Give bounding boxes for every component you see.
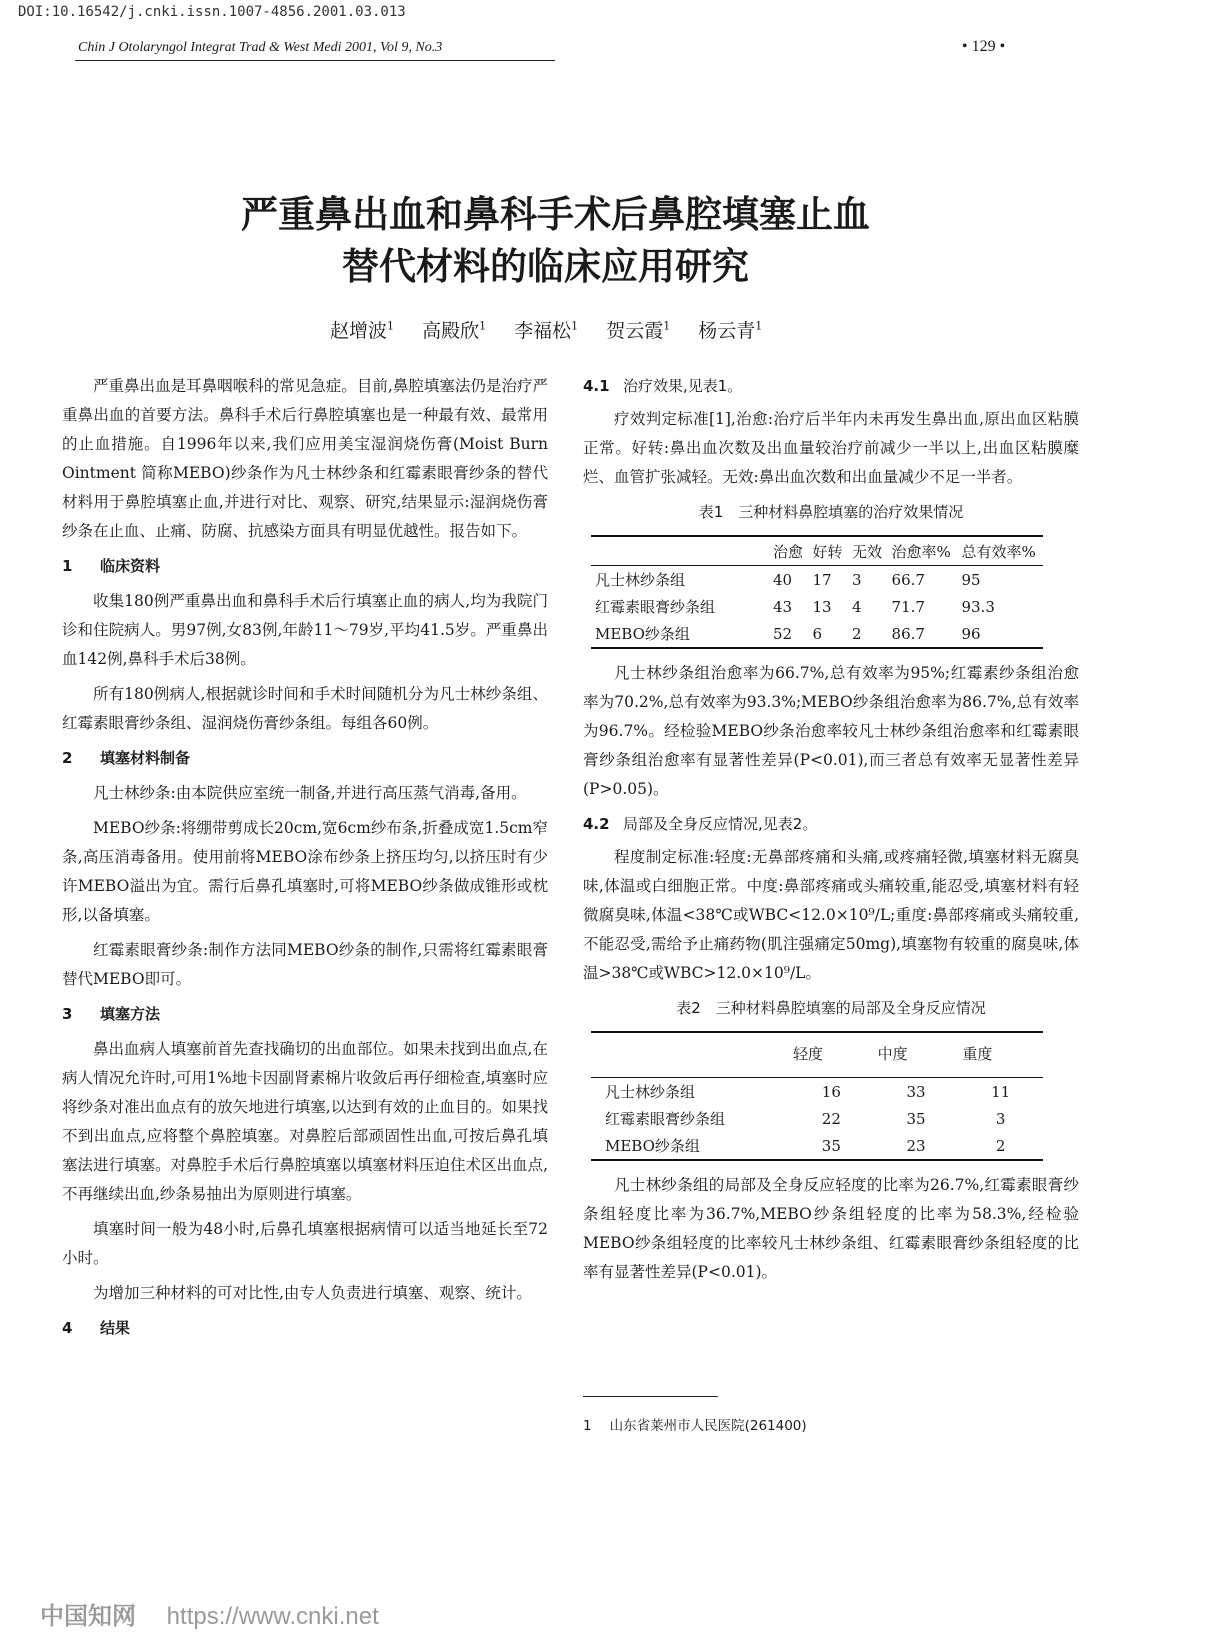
column-header: 治愈率% xyxy=(891,543,951,561)
body-paragraph: 鼻出血病人填塞前首先查找确切的出血部位。如果未找到出血点,在病人情况允许时,可用1%地卡因副肾素棉片收敛后再仔细检查,填塞时应将纱条对准出血点有的放矢地进行填塞,以达到有效的止血目的。如果找不到出血点,应将整个鼻腔填塞。对鼻腔后部顽固性出血,可按后鼻孔填塞法进行填塞。对鼻腔手术后行鼻腔填塞以填塞材料压迫住术区出血点,不再继续出血,纱条易抽出为原则进行填塞。 xyxy=(62,1040,548,1203)
title-line-2: 替代材料的临床应用研究 xyxy=(342,244,749,288)
subsection-heading: 4.2 局部及全身反应情况,见表2。 xyxy=(583,815,818,833)
author: 杨云青$^1$ xyxy=(698,319,763,342)
body-paragraph: 红霉素眼膏纱条:制作方法同MEBO纱条的制作,只需将红霉素眼膏替代MEBO即可。 xyxy=(62,941,548,988)
column-header xyxy=(591,536,769,566)
table-cell: 11 xyxy=(991,1083,1011,1101)
table-cell: 66.7 xyxy=(891,571,925,589)
table-cell: 43 xyxy=(773,598,793,616)
header-rule xyxy=(75,60,555,61)
author: 李福松$^1$ xyxy=(514,319,579,342)
table-cell: 3 xyxy=(852,571,862,589)
table-cell: 凡士林纱条组 xyxy=(605,1083,696,1101)
table-cell: MEBO纱条组 xyxy=(605,1137,700,1155)
body-paragraph: 为增加三种材料的可对比性,由专人负责进行填塞、观察、统计。 xyxy=(93,1284,532,1302)
table-cell: 96 xyxy=(961,625,981,643)
table-row xyxy=(591,1132,1043,1160)
table-cell: 2 xyxy=(852,625,862,643)
body-paragraph: 收集180例严重鼻出血和鼻科手术后行填塞止血的病人,均为我院门诊和住院病人。男97例,女83例,年龄11～79岁,平均41.5岁。严重鼻出血142例,鼻科手术后38例。 xyxy=(62,592,548,668)
table-cell: 2 xyxy=(995,1137,1006,1155)
article-title xyxy=(0,188,1221,292)
column-header: 重度 xyxy=(962,1045,993,1063)
footnote-rule xyxy=(583,1396,718,1397)
body-paragraph: 程度制定标准:轻度:无鼻部疼痛和头痛,或疼痛轻微,填塞材料无腐臭味,体温或白细胞正常。中度:鼻部疼痛或头痛较重,能忍受,填塞材料有轻微腐臭味,体温<38℃或WBC<12.0×10⁹/L;重度:鼻部疼痛或头痛较重,不能忍受,需给予止痛药物(肌注强痛定50mg),填塞物有较重的腐臭味,体温>38℃或WBC>12.0×10⁹/L。 xyxy=(583,848,1079,982)
column-header: 治愈 xyxy=(773,543,804,561)
intro-paragraph: 严重鼻出血是耳鼻咽喉科的常见急症。目前,鼻腔填塞法仍是治疗严重鼻出血的首要方法。鼻科手术后行鼻腔填塞也是一种最有效、最常用的止血措施。自1996年以来,我们应用美宝湿润烧伤膏(Moist Burn Ointment 简称MEBO)纱条作为凡士林纱条和红霉素眼膏纱条的替代材料用于鼻腔填塞止血,并进行对比、观察、研究,结果显示:湿润烧伤膏纱条在止血、止痛、防腐、抗感染方面具有明显优越性。报告如下。 xyxy=(62,377,548,540)
table-cell: 16 xyxy=(821,1083,841,1101)
footnote: 1 山东省莱州市人民医院(261400) xyxy=(583,1418,807,1434)
table-2 xyxy=(591,1031,1043,1161)
table-cell: 71.7 xyxy=(891,598,925,616)
table-row xyxy=(591,1078,1043,1106)
table-cell: 23 xyxy=(906,1137,926,1155)
running-head: Chin J Otolaryngol Integrat Trad & West Medi 2001, Vol 9, No.3 xyxy=(78,40,443,55)
table-header-row xyxy=(591,1032,1043,1078)
body-paragraph: 填塞时间一般为48小时,后鼻孔填塞根据病情可以适当地延长至72小时。 xyxy=(62,1220,548,1267)
cnki-logo: 中国知网 xyxy=(40,1603,136,1630)
table-cell: 35 xyxy=(906,1110,926,1128)
column-header: 好转 xyxy=(812,543,843,561)
body-paragraph: 疗效判定标准[1],治愈:治疗后半年内未再发生鼻出血,原出血区粘膜正常。好转:鼻出血次数及出血量较治疗前减少一半以上,出血区粘膜糜烂、血管扩张减轻。无效:鼻出血次数和出血量减少不足一半者。 xyxy=(583,410,1079,486)
column-header: 中度 xyxy=(877,1045,908,1063)
doi-line: DOI:10.16542/j.cnki.issn.1007-4856.2001.03.013 xyxy=(18,4,406,20)
table-cell: 86.7 xyxy=(891,625,925,643)
table-row xyxy=(591,566,1043,594)
table-row xyxy=(591,593,1043,620)
author: 高殿欣$^1$ xyxy=(422,319,487,342)
page-number: • 129 • xyxy=(962,38,1006,55)
column-header xyxy=(591,1032,789,1078)
body-paragraph: 所有180例病人,根据就诊时间和手术时间随机分为凡士林纱条组、红霉素眼膏纱条组、湿润烧伤膏纱条组。每组各60例。 xyxy=(62,685,548,732)
column-header: 轻度 xyxy=(793,1045,824,1063)
table-cell: 52 xyxy=(773,625,793,643)
right-column xyxy=(583,372,1079,1293)
section-heading: 1 临床资料 xyxy=(62,557,161,575)
table-cell: 13 xyxy=(812,598,832,616)
author: 赵增波$^1$ xyxy=(330,319,395,342)
table-row xyxy=(591,620,1043,648)
cnki-watermark xyxy=(40,1596,379,1631)
column-header: 无效 xyxy=(852,543,883,561)
body-paragraph: 凡士林纱条组的局部及全身反应轻度的比率为26.7%,红霉素眼膏纱条组轻度比率为36.7%,MEBO纱条组轻度的比率为58.3%,经检验MEBO纱条组轻度的比率较凡士林纱条组、红霉素眼膏纱条组轻度的比率有显著性差异(P<0.01)。 xyxy=(583,1176,1079,1281)
section-heading: 2 填塞材料制备 xyxy=(62,749,191,767)
section-heading: 4 结果 xyxy=(62,1319,131,1337)
table-1 xyxy=(591,535,1043,649)
author: 贺云霞$^1$ xyxy=(606,319,671,342)
table-cell: 95 xyxy=(961,571,981,589)
table-cell: 红霉素眼膏纱条组 xyxy=(595,598,716,616)
body-paragraph: MEBO纱条:将绷带剪成长20cm,宽6cm纱布条,折叠成宽1.5cm窄条,高压消毒备用。使用前将MEBO涂布纱条上挤压均匀,以挤压时有少许MEBO溢出为宜。需行后鼻孔填塞时,可将MEBO纱条做成锥形或枕形,以备填塞。 xyxy=(62,819,548,924)
table-cell: 33 xyxy=(906,1083,926,1101)
table-2-caption: 表2 三种材料鼻腔填塞的局部及全身反应情况 xyxy=(676,999,986,1017)
body-paragraph: 凡士林纱条:由本院供应室统一制备,并进行高压蒸气消毒,备用。 xyxy=(93,784,527,802)
table-cell: 22 xyxy=(821,1110,841,1128)
subsection-heading: 4.1 治疗效果,见表1。 xyxy=(583,377,743,395)
section-heading: 3 填塞方法 xyxy=(62,1005,161,1023)
table-cell: MEBO纱条组 xyxy=(595,625,690,643)
cnki-url: https://www.cnki.net xyxy=(166,1603,379,1630)
author-list xyxy=(330,316,784,343)
table-row xyxy=(591,1105,1043,1132)
table-cell: 4 xyxy=(852,598,862,616)
table-cell: 35 xyxy=(821,1137,841,1155)
table-cell: 凡士林纱条组 xyxy=(595,571,686,589)
table-header-row xyxy=(591,536,1043,566)
title-line-1: 严重鼻出血和鼻科手术后鼻腔填塞止血 xyxy=(241,192,870,236)
left-column xyxy=(62,372,548,1349)
table-cell: 3 xyxy=(995,1110,1006,1128)
body-paragraph: 凡士林纱条组治愈率为66.7%,总有效率为95%;红霉素纱条组治愈率为70.2%,总有效率为93.3%;MEBO纱条组治愈率为86.7%,总有效率为96.7%。经检验MEBO纱条治愈率较凡士林纱条组治愈率和红霉素眼膏纱条组治愈率有显著性差异(P<0.01),而三者总有效率无显著性差异(P>0.05)。 xyxy=(583,664,1079,798)
table-cell: 红霉素眼膏纱条组 xyxy=(605,1110,726,1128)
table-1-caption: 表1 三种材料鼻腔填塞的治疗效果情况 xyxy=(698,503,964,521)
column-header: 总有效率% xyxy=(961,543,1036,561)
table-cell: 17 xyxy=(812,571,832,589)
table-cell: 93.3 xyxy=(961,598,995,616)
table-cell: 40 xyxy=(773,571,793,589)
table-cell: 6 xyxy=(812,625,823,643)
